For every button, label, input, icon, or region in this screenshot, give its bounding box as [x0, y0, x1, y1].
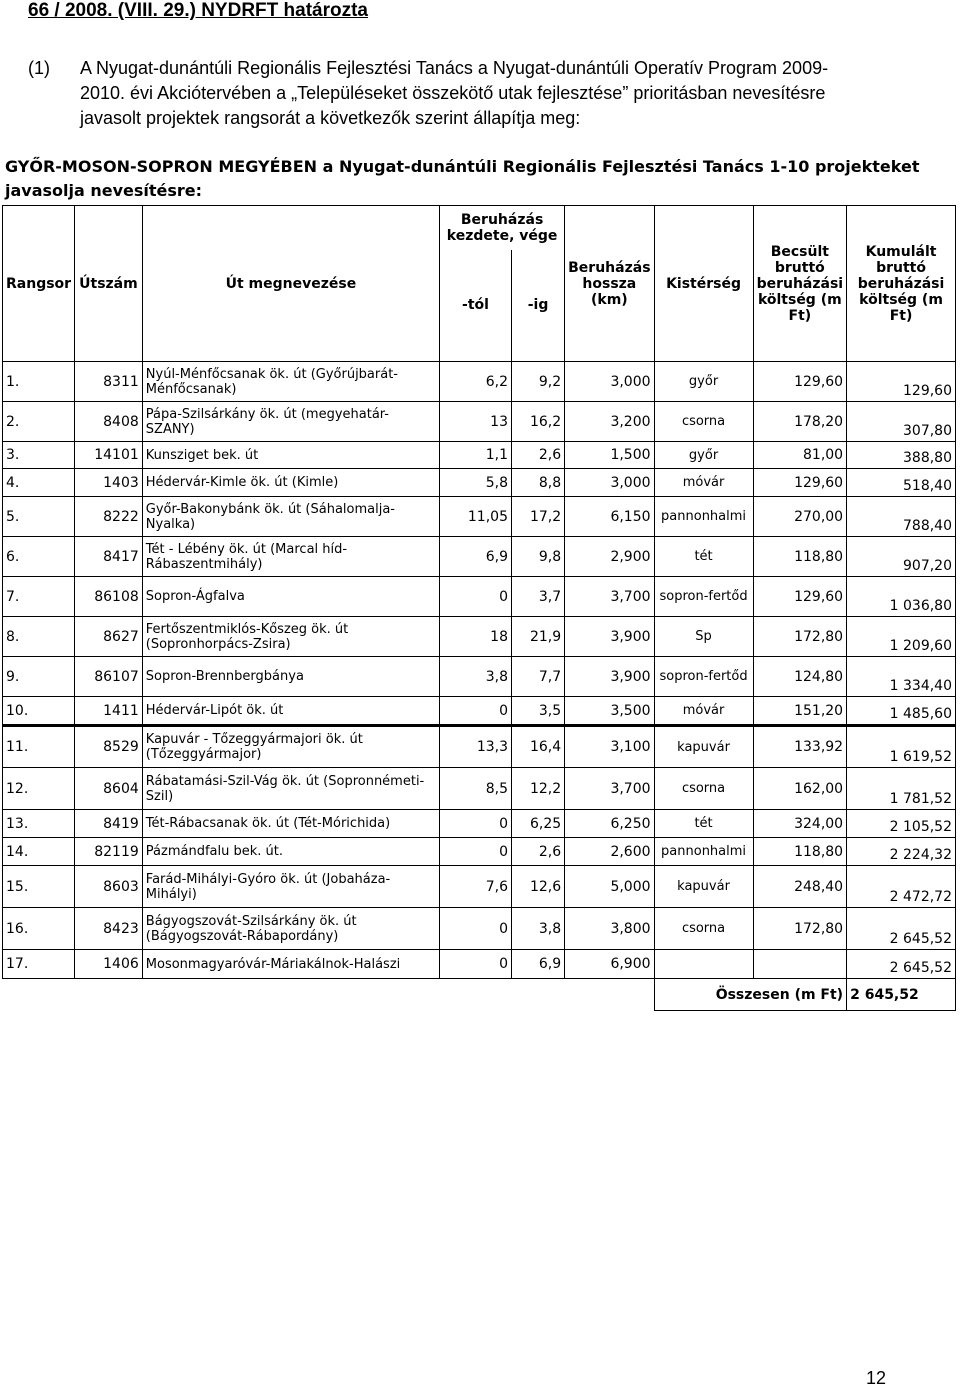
length-cell: 6,150 — [565, 497, 654, 537]
cumulative-cell: 388,80 — [847, 442, 956, 469]
cumulative-cell: 2 645,52 — [847, 950, 956, 979]
road-name-cell: Kapuvár - Tőzeggyármajori ök. út (Tőzeggyármajor) — [142, 726, 439, 768]
cumulative-cell: 1 485,60 — [847, 697, 956, 726]
cost-cell: 118,80 — [753, 537, 847, 577]
rank-cell: 14. — [3, 838, 75, 866]
cost-cell: 162,00 — [753, 768, 847, 810]
road-number-cell: 1406 — [75, 950, 143, 979]
road-number-cell: 8603 — [75, 866, 143, 908]
table-row — [3, 442, 956, 469]
length-cell: 1,500 — [565, 442, 654, 469]
road-number-cell: 8417 — [75, 537, 143, 577]
region-cell: csorna — [654, 768, 753, 810]
region-cell: győr — [654, 362, 753, 402]
from-cell: 13 — [440, 402, 512, 442]
from-cell: 0 — [440, 810, 512, 838]
road-number-cell: 86107 — [75, 657, 143, 697]
to-cell: 9,8 — [511, 537, 564, 577]
cost-cell — [753, 950, 847, 979]
region-cell: pannonhalmi — [654, 838, 753, 866]
rank-cell: 11. — [3, 726, 75, 768]
cumulative-cell: 1 334,40 — [847, 657, 956, 697]
cumulative-cell: 2 105,52 — [847, 810, 956, 838]
rank-cell: 13. — [3, 810, 75, 838]
region-cell: tét — [654, 537, 753, 577]
length-cell: 3,000 — [565, 362, 654, 402]
cumulative-cell: 307,80 — [847, 402, 956, 442]
empty-cell — [511, 979, 564, 1011]
cost-cell: 118,80 — [753, 838, 847, 866]
cumulative-cell: 2 472,72 — [847, 866, 956, 908]
road-name-cell: Farád-Mihályi-Gyóro ök. út (Jobaháza-Mihályi) — [142, 866, 439, 908]
table-row — [3, 469, 956, 497]
from-cell: 5,8 — [440, 469, 512, 497]
road-name-cell: Hédervár-Kimle ök. út (Kimle) — [142, 469, 439, 497]
table-row — [3, 726, 956, 768]
road-name-cell: Tét - Lébény ök. út (Marcal híd-Rábaszentmihály) — [142, 537, 439, 577]
road-name-cell: Sopron-Ágfalva — [142, 577, 439, 617]
rank-cell: 5. — [3, 497, 75, 537]
rank-cell: 17. — [3, 950, 75, 979]
table-row — [3, 402, 956, 442]
from-cell: 1,1 — [440, 442, 512, 469]
cost-cell: 133,92 — [753, 726, 847, 768]
road-name-cell: Tét-Rábacsanak ök. út (Tét-Mórichida) — [142, 810, 439, 838]
road-number-cell: 8408 — [75, 402, 143, 442]
region-cell: csorna — [654, 402, 753, 442]
table-row — [3, 697, 956, 726]
length-cell: 3,700 — [565, 577, 654, 617]
rank-cell: 10. — [3, 697, 75, 726]
to-cell: 17,2 — [511, 497, 564, 537]
cumulative-cell: 2 645,52 — [847, 908, 956, 950]
region-cell: csorna — [654, 908, 753, 950]
table-row — [3, 838, 956, 866]
to-cell: 12,6 — [511, 866, 564, 908]
from-cell: 18 — [440, 617, 512, 657]
from-cell: 6,2 — [440, 362, 512, 402]
table-row — [3, 950, 956, 979]
table-row — [3, 617, 956, 657]
length-cell: 3,000 — [565, 469, 654, 497]
length-cell: 3,900 — [565, 657, 654, 697]
road-number-cell: 1411 — [75, 697, 143, 726]
cost-cell: 129,60 — [753, 469, 847, 497]
to-cell: 7,7 — [511, 657, 564, 697]
cost-cell: 129,60 — [753, 577, 847, 617]
cost-cell: 81,00 — [753, 442, 847, 469]
cumulative-cell: 1 619,52 — [847, 726, 956, 768]
length-cell: 3,200 — [565, 402, 654, 442]
table-row — [3, 537, 956, 577]
cost-cell: 172,80 — [753, 617, 847, 657]
from-cell: 3,8 — [440, 657, 512, 697]
empty-cell — [440, 979, 512, 1011]
rank-cell: 15. — [3, 866, 75, 908]
region-cell: kapuvár — [654, 726, 753, 768]
header-length: Beruházás hossza (km) — [565, 206, 654, 362]
road-number-cell: 14101 — [75, 442, 143, 469]
table-row — [3, 657, 956, 697]
header-cumulative: Kumulált bruttó beruházási költség (m Ft) — [847, 206, 956, 362]
to-cell: 16,2 — [511, 402, 564, 442]
cost-cell: 172,80 — [753, 908, 847, 950]
table-row — [3, 810, 956, 838]
from-cell: 13,3 — [440, 726, 512, 768]
paragraph-line-3: javasolt projektek rangsorát a következők szerint állapítja meg: — [80, 108, 581, 128]
rank-cell: 4. — [3, 469, 75, 497]
rank-cell: 12. — [3, 768, 75, 810]
region-cell: kapuvár — [654, 866, 753, 908]
to-cell: 21,9 — [511, 617, 564, 657]
road-name-cell: Hédervár-Lipót ök. út — [142, 697, 439, 726]
cost-cell: 270,00 — [753, 497, 847, 537]
length-cell: 3,900 — [565, 617, 654, 657]
road-number-cell: 8222 — [75, 497, 143, 537]
rank-cell: 2. — [3, 402, 75, 442]
table-row — [3, 908, 956, 950]
road-number-cell: 8604 — [75, 768, 143, 810]
cost-cell: 178,20 — [753, 402, 847, 442]
cumulative-cell: 907,20 — [847, 537, 956, 577]
road-name-cell: Pázmándfalu bek. út. — [142, 838, 439, 866]
header-to: -ig — [511, 250, 564, 362]
region-cell: Sp — [654, 617, 753, 657]
from-cell: 7,6 — [440, 866, 512, 908]
road-name-cell: Győr-Bakonybánk ök. út (Sáhalomalja-Nyalka) — [142, 497, 439, 537]
header-region: Kistérség — [654, 206, 753, 362]
table-row — [3, 768, 956, 810]
region-cell: tét — [654, 810, 753, 838]
table-row — [3, 866, 956, 908]
length-cell: 5,000 — [565, 866, 654, 908]
from-cell: 0 — [440, 838, 512, 866]
region-cell: pannonhalmi — [654, 497, 753, 537]
to-cell: 12,2 — [511, 768, 564, 810]
length-cell: 3,800 — [565, 908, 654, 950]
cumulative-cell: 788,40 — [847, 497, 956, 537]
page-number: 12 — [866, 1368, 887, 1388]
from-cell: 0 — [440, 908, 512, 950]
to-cell: 3,8 — [511, 908, 564, 950]
region-cell: móvár — [654, 469, 753, 497]
empty-cell — [565, 979, 654, 1011]
road-name-cell: Mosonmagyaróvár-Máriakálnok-Halászi — [142, 950, 439, 979]
empty-cell — [142, 979, 439, 1011]
length-cell: 3,100 — [565, 726, 654, 768]
region-cell — [654, 950, 753, 979]
from-cell: 6,9 — [440, 537, 512, 577]
length-cell: 2,600 — [565, 838, 654, 866]
header-investment-period: Beruházás kezdete, vége — [440, 206, 565, 250]
length-cell: 3,500 — [565, 697, 654, 726]
table-row — [3, 362, 956, 402]
length-cell: 2,900 — [565, 537, 654, 577]
rank-cell: 9. — [3, 657, 75, 697]
rank-cell: 8. — [3, 617, 75, 657]
document-title: 66 / 2008. (VIII. 29.) NYDRFT határozta — [28, 0, 368, 21]
cumulative-cell: 518,40 — [847, 469, 956, 497]
length-cell: 6,250 — [565, 810, 654, 838]
paragraph-number: (1) — [28, 58, 50, 78]
header-road-number: Útszám — [75, 206, 143, 362]
road-name-cell: Nyúl-Ménfőcsanak ök. út (Győrújbarát-Ménfőcsanak) — [142, 362, 439, 402]
road-number-cell: 86108 — [75, 577, 143, 617]
header-from: -tól — [440, 250, 512, 362]
cost-cell: 324,00 — [753, 810, 847, 838]
total-label: Összesen (m Ft) — [654, 979, 847, 1011]
section-heading: GYŐR-MOSON-SOPRON MEGYÉBEN a Nyugat-dunántúli Regionális Fejlesztési Tanács 1-10 projekteket javasolja nevesítésre: — [5, 157, 920, 200]
road-number-cell: 8627 — [75, 617, 143, 657]
rank-cell: 1. — [3, 362, 75, 402]
table-row — [3, 497, 956, 537]
to-cell: 2,6 — [511, 442, 564, 469]
rank-cell: 3. — [3, 442, 75, 469]
empty-cell — [75, 979, 143, 1011]
road-number-cell: 8419 — [75, 810, 143, 838]
paragraph-line-1: A Nyugat-dunántúli Regionális Fejlesztési Tanács a Nyugat-dunántúli Operatív Program 2009- — [80, 58, 829, 78]
to-cell: 6,9 — [511, 950, 564, 979]
from-cell: 0 — [440, 950, 512, 979]
cumulative-cell: 1 036,80 — [847, 577, 956, 617]
paragraph-line-2: 2010. évi Akciótervében a „Településeket összekötő utak fejlesztése” prioritásban nevesítésre — [80, 83, 826, 103]
road-number-cell: 8423 — [75, 908, 143, 950]
header-rank: Rangsor — [3, 206, 75, 362]
to-cell: 16,4 — [511, 726, 564, 768]
header-road-name: Út megnevezése — [142, 206, 439, 362]
road-name-cell: Sopron-Brennbergbánya — [142, 657, 439, 697]
header-cost: Becsült bruttó beruházási költség (m Ft) — [753, 206, 847, 362]
projects-table — [2, 205, 956, 1011]
to-cell: 8,8 — [511, 469, 564, 497]
cumulative-cell: 2 224,32 — [847, 838, 956, 866]
cost-cell: 151,20 — [753, 697, 847, 726]
from-cell: 11,05 — [440, 497, 512, 537]
road-name-cell: Rábatamási-Szil-Vág ök. út (Sopronnémeti-Szil) — [142, 768, 439, 810]
region-cell: győr — [654, 442, 753, 469]
cost-cell: 129,60 — [753, 362, 847, 402]
road-number-cell: 8529 — [75, 726, 143, 768]
to-cell: 3,7 — [511, 577, 564, 617]
empty-cell — [3, 979, 75, 1011]
cumulative-cell: 1 781,52 — [847, 768, 956, 810]
rank-cell: 6. — [3, 537, 75, 577]
from-cell: 0 — [440, 577, 512, 617]
cost-cell: 248,40 — [753, 866, 847, 908]
to-cell: 9,2 — [511, 362, 564, 402]
from-cell: 0 — [440, 697, 512, 726]
road-name-cell: Fertőszentmiklós-Kőszeg ök. út (Sopronhorpács-Zsira) — [142, 617, 439, 657]
to-cell: 2,6 — [511, 838, 564, 866]
table-row — [3, 577, 956, 617]
cumulative-cell: 1 209,60 — [847, 617, 956, 657]
road-name-cell: Kunsziget bek. út — [142, 442, 439, 469]
region-cell: móvár — [654, 697, 753, 726]
from-cell: 8,5 — [440, 768, 512, 810]
road-name-cell: Pápa-Szilsárkány ök. út (megyehatár-SZANY) — [142, 402, 439, 442]
total-value: 2 645,52 — [847, 979, 956, 1011]
region-cell: sopron-fertőd — [654, 657, 753, 697]
region-cell: sopron-fertőd — [654, 577, 753, 617]
road-number-cell: 82119 — [75, 838, 143, 866]
length-cell: 6,900 — [565, 950, 654, 979]
rank-cell: 16. — [3, 908, 75, 950]
cumulative-cell: 129,60 — [847, 362, 956, 402]
rank-cell: 7. — [3, 577, 75, 617]
to-cell: 6,25 — [511, 810, 564, 838]
length-cell: 3,700 — [565, 768, 654, 810]
road-name-cell: Bágyogszovát-Szilsárkány ök. út (Bágyogszovát-Rábapordány) — [142, 908, 439, 950]
cost-cell: 124,80 — [753, 657, 847, 697]
road-number-cell: 8311 — [75, 362, 143, 402]
to-cell: 3,5 — [511, 697, 564, 726]
road-number-cell: 1403 — [75, 469, 143, 497]
total-row — [3, 979, 956, 1011]
